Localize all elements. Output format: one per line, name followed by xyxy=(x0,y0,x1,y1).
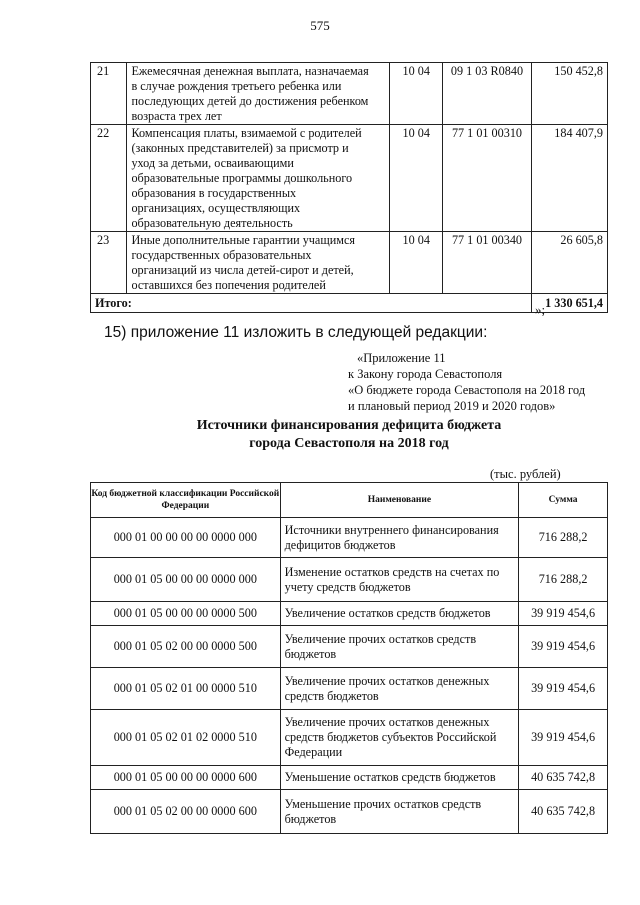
table-header-row xyxy=(91,483,608,518)
row-sum: 39 919 454,6 xyxy=(519,626,608,668)
row-name: Уменьшение прочих остатков средств бюджетов xyxy=(280,790,519,834)
row-name: Уменьшение остатков средств бюджетов xyxy=(280,766,519,790)
amendment-instruction: 15) приложение 11 изложить в следующей редакции: xyxy=(104,324,488,341)
row-section: 10 04 xyxy=(390,63,443,125)
row-kbk-code: 000 01 05 02 00 00 0000 500 xyxy=(91,626,281,668)
row-section: 10 04 xyxy=(390,232,443,294)
table-row xyxy=(91,232,608,294)
row-code: 77 1 01 00340 xyxy=(443,232,531,294)
row-kbk-code: 000 01 00 00 00 00 0000 000 xyxy=(91,518,281,558)
row-number: 21 xyxy=(91,63,127,125)
row-description xyxy=(127,232,390,294)
row-amount: 150 452,8 xyxy=(531,63,607,125)
description-line: последующих детей до достижения ребенком xyxy=(131,94,369,108)
header-kbk: Код бюджетной классификации Российской Федерации xyxy=(91,483,281,518)
sources-table xyxy=(90,482,608,834)
row-name: Увеличение прочих остатков денежных средств бюджетов xyxy=(280,668,519,710)
row-sum: 39 919 454,6 xyxy=(519,668,608,710)
row-amount: 184 407,9 xyxy=(531,125,607,232)
row-code: 77 1 01 00310 xyxy=(443,125,531,232)
appendix-header-line: и плановый период 2019 и 2020 годов» xyxy=(348,399,556,413)
table-row xyxy=(91,125,608,232)
table-row xyxy=(91,668,608,710)
table-row xyxy=(91,790,608,834)
row-name: Увеличение прочих остатков средств бюджетов xyxy=(280,626,519,668)
description-line: образовательную деятельность xyxy=(131,216,293,230)
total-label: Итого: xyxy=(91,294,532,313)
document-title-line: Источники финансирования дефицита бюджета xyxy=(196,418,502,433)
description-line: оставшихся без попечения родителей xyxy=(131,278,326,292)
total-row xyxy=(91,294,608,313)
closing-mark: »; xyxy=(535,302,546,317)
row-section: 10 04 xyxy=(390,125,443,232)
row-kbk-code: 000 01 05 00 00 00 0000 600 xyxy=(91,766,281,790)
header-sum: Сумма xyxy=(519,483,608,518)
document-title xyxy=(90,417,608,453)
table-row xyxy=(91,626,608,668)
table-row xyxy=(91,710,608,766)
description-line: (законных представителей) за присмотр и xyxy=(131,141,349,155)
row-sum: 40 635 742,8 xyxy=(519,790,608,834)
page-number: 575 xyxy=(310,18,330,33)
table-row xyxy=(91,63,608,125)
table-row xyxy=(91,518,608,558)
description-line: государственных образовательных xyxy=(131,248,312,262)
appendix-header-line: «Приложение 11 xyxy=(357,351,446,365)
row-sum: 39 919 454,6 xyxy=(519,602,608,626)
row-kbk-code: 000 01 05 00 00 00 0000 000 xyxy=(91,558,281,602)
row-kbk-code: 000 01 05 00 00 00 0000 500 xyxy=(91,602,281,626)
table-row xyxy=(91,766,608,790)
document-title-line: города Севастополя на 2018 год xyxy=(249,436,449,451)
appendix-header-line: «О бюджете города Севастополя на 2018 год xyxy=(348,383,586,397)
row-kbk-code: 000 01 05 02 01 00 0000 510 xyxy=(91,668,281,710)
row-sum: 716 288,2 xyxy=(519,518,608,558)
description-line: Компенсация платы, взимаемой с родителей xyxy=(131,126,362,140)
row-name: Источники внутреннего финансирования дефицитов бюджетов xyxy=(280,518,519,558)
row-name: Увеличение остатков средств бюджетов xyxy=(280,602,519,626)
table-row xyxy=(91,558,608,602)
row-kbk-code: 000 01 05 02 00 00 0000 600 xyxy=(91,790,281,834)
description-line: в случае рождения третьего ребенка или xyxy=(131,79,342,93)
description-line: уход за детьми, осваивающими xyxy=(131,156,294,170)
row-name: Увеличение прочих остатков денежных средств бюджетов субъектов Российской Федерации xyxy=(280,710,519,766)
row-sum: 716 288,2 xyxy=(519,558,608,602)
total-amount: 1 330 651,4 xyxy=(531,294,607,313)
description-line: образования в государственных xyxy=(131,186,297,200)
row-code: 09 1 03 R0840 xyxy=(443,63,531,125)
description-line: организаций из числа детей-сирот и детей, xyxy=(131,263,354,277)
description-line: организациях, осуществляющих xyxy=(131,201,301,215)
row-number: 23 xyxy=(91,232,127,294)
units-label: (тыс. рублей) xyxy=(490,467,561,481)
expenditure-table xyxy=(90,62,608,313)
row-sum: 40 635 742,8 xyxy=(519,766,608,790)
table-row xyxy=(91,602,608,626)
description-line: Иные дополнительные гарантии учащимся xyxy=(131,233,355,247)
row-sum: 39 919 454,6 xyxy=(519,710,608,766)
row-description xyxy=(127,125,390,232)
row-name: Изменение остатков средств на счетах по учету средств бюджетов xyxy=(280,558,519,602)
appendix-header xyxy=(348,350,585,414)
appendix-header-line: к Закону города Севастополя xyxy=(348,367,503,381)
header-name: Наименование xyxy=(280,483,519,518)
row-number: 22 xyxy=(91,125,127,232)
description-line: образовательные программы дошкольного xyxy=(131,171,353,185)
description-line: возраста трех лет xyxy=(131,109,222,123)
row-amount: 26 605,8 xyxy=(531,232,607,294)
row-kbk-code: 000 01 05 02 01 02 0000 510 xyxy=(91,710,281,766)
description-line: Ежемесячная денежная выплата, назначаемая xyxy=(131,64,369,78)
row-description xyxy=(127,63,390,125)
